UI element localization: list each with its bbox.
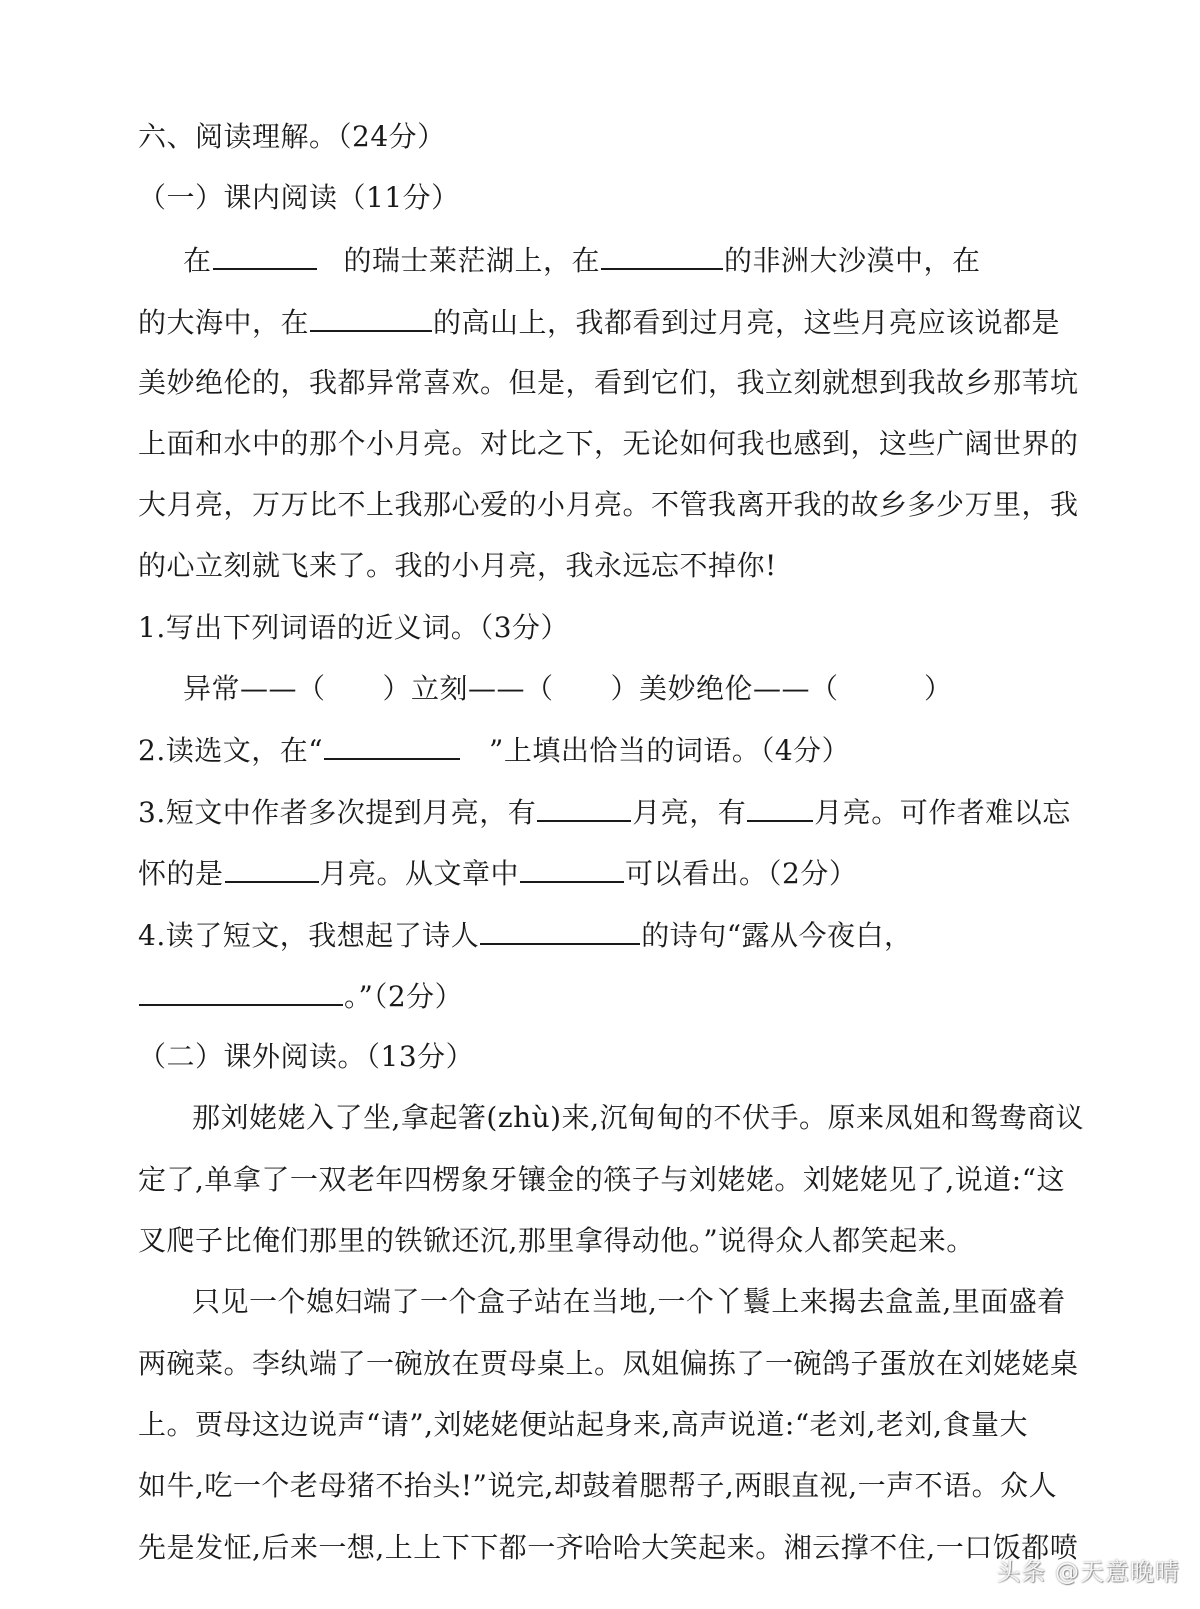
passage1-text: 的大海中，在 xyxy=(138,306,310,339)
passage2-line: 只见一个媳妇端了一个盒子站在当地,一个丫鬟上来揭去盒盖,里面盛着 xyxy=(192,1285,1066,1318)
passage1-text: 的瑞士莱茫湖上，在 xyxy=(343,244,601,277)
question4-text: 4.读了短文，我想起了诗人 xyxy=(138,919,480,952)
part1-title: （一）课内阅读（11分） xyxy=(138,181,460,214)
fill-blank[interactable] xyxy=(225,853,319,883)
passage1-line6: 的心立刻就飞来了。我的小月亮，我永远忘不掉你! xyxy=(138,549,777,582)
question3-text: 怀的是 xyxy=(138,857,224,890)
question4-text: 的诗句“露从今夜白， xyxy=(641,919,913,952)
question4-line1 xyxy=(138,915,1048,955)
passage1-text: 在 xyxy=(183,244,212,277)
passage2-line: 上。贾母这边说声“请”,刘姥姥便站起身来,高声说道:“老刘,老刘,食量大 xyxy=(138,1408,1028,1441)
passage1-line1 xyxy=(183,240,1093,280)
fill-blank[interactable] xyxy=(310,302,432,332)
question3-text: 月亮。可作者难以忘 xyxy=(814,796,1071,829)
question3-text: 月亮，有 xyxy=(632,796,747,829)
question3-text: 3.短文中作者多次提到月亮，有 xyxy=(138,796,537,829)
section-title: 六、阅读理解。（24分） xyxy=(138,120,446,153)
fill-blank[interactable] xyxy=(139,976,343,1006)
question2-text: 2.读选文，在“ xyxy=(138,734,324,767)
passage1-line5: 大月亮，万万比不上我那心爱的小月亮。不管我离开我的故乡多少万里，我 xyxy=(138,488,1079,521)
passage2-line: 如牛,吃一个老母猪不抬头!”说完,却鼓着腮帮子,两眼直视,一声不语。众人 xyxy=(138,1469,1058,1502)
question2-text: ”上填出恰当的词语。（4分） xyxy=(489,734,851,767)
part2-title: （二）课外阅读。（13分） xyxy=(138,1040,475,1073)
fill-blank[interactable] xyxy=(520,853,624,883)
question3-line1 xyxy=(138,792,1071,832)
passage2-line: 两碗菜。李纨端了一碗放在贾母桌上。凤姐偏拣了一碗鸽子蛋放在刘姥姥桌 xyxy=(138,1347,1079,1380)
passage2-line: 叉爬子比俺们那里的铁锨还沉,那里拿得动他。”说得众人都笑起来。 xyxy=(138,1224,975,1257)
fill-blank[interactable] xyxy=(601,240,723,270)
question1-items: 异常——（ ）立刻——（ ）美妙绝伦——（ ） xyxy=(183,672,953,705)
question2 xyxy=(138,730,1048,770)
question4-text: 。”（2分） xyxy=(344,980,464,1013)
fill-blank[interactable] xyxy=(747,792,813,822)
question3-line2 xyxy=(138,853,1048,893)
passage1-text: 的高山上，我都看到过月亮，这些月亮应该说都是 xyxy=(433,306,1061,339)
question3-text: 可以看出。（2分） xyxy=(625,857,858,890)
passage1-line4: 上面和水中的那个小月亮。对比之下，无论如何我也感到，这些广阔世界的 xyxy=(138,427,1079,460)
passage2-line: 定了,单拿了一双老年四楞象牙镶金的筷子与刘姥姥。刘姥姥见了,说道:“这 xyxy=(138,1163,1066,1196)
passage2-line: 那刘姥姥入了坐,拿起箸(zhù)来,沉甸甸的不伏手。原来凤姐和鸳鸯商议 xyxy=(192,1101,1084,1134)
fill-blank[interactable] xyxy=(324,730,460,760)
question4-line2 xyxy=(138,976,1048,1016)
question3-text: 月亮。从文章中 xyxy=(319,857,520,890)
fill-blank[interactable] xyxy=(213,240,317,270)
watermark: 头条 @天意晚晴 xyxy=(996,1558,1180,1586)
passage1-line3: 美妙绝伦的，我都异常喜欢。但是，看到它们，我立刻就想到我故乡那苇坑 xyxy=(138,366,1079,399)
fill-blank[interactable] xyxy=(537,792,631,822)
passage2-line: 先是发怔,后来一想,上上下下都一齐哈哈大笑起来。湘云撑不住,一口饭都喷 xyxy=(138,1531,1079,1564)
passage1-text: 的非洲大沙漠中，在 xyxy=(724,244,981,277)
fill-blank[interactable] xyxy=(480,915,640,945)
passage1-line2 xyxy=(138,302,1061,342)
question1-stem: 1.写出下列词语的近义词。（3分） xyxy=(138,611,570,644)
